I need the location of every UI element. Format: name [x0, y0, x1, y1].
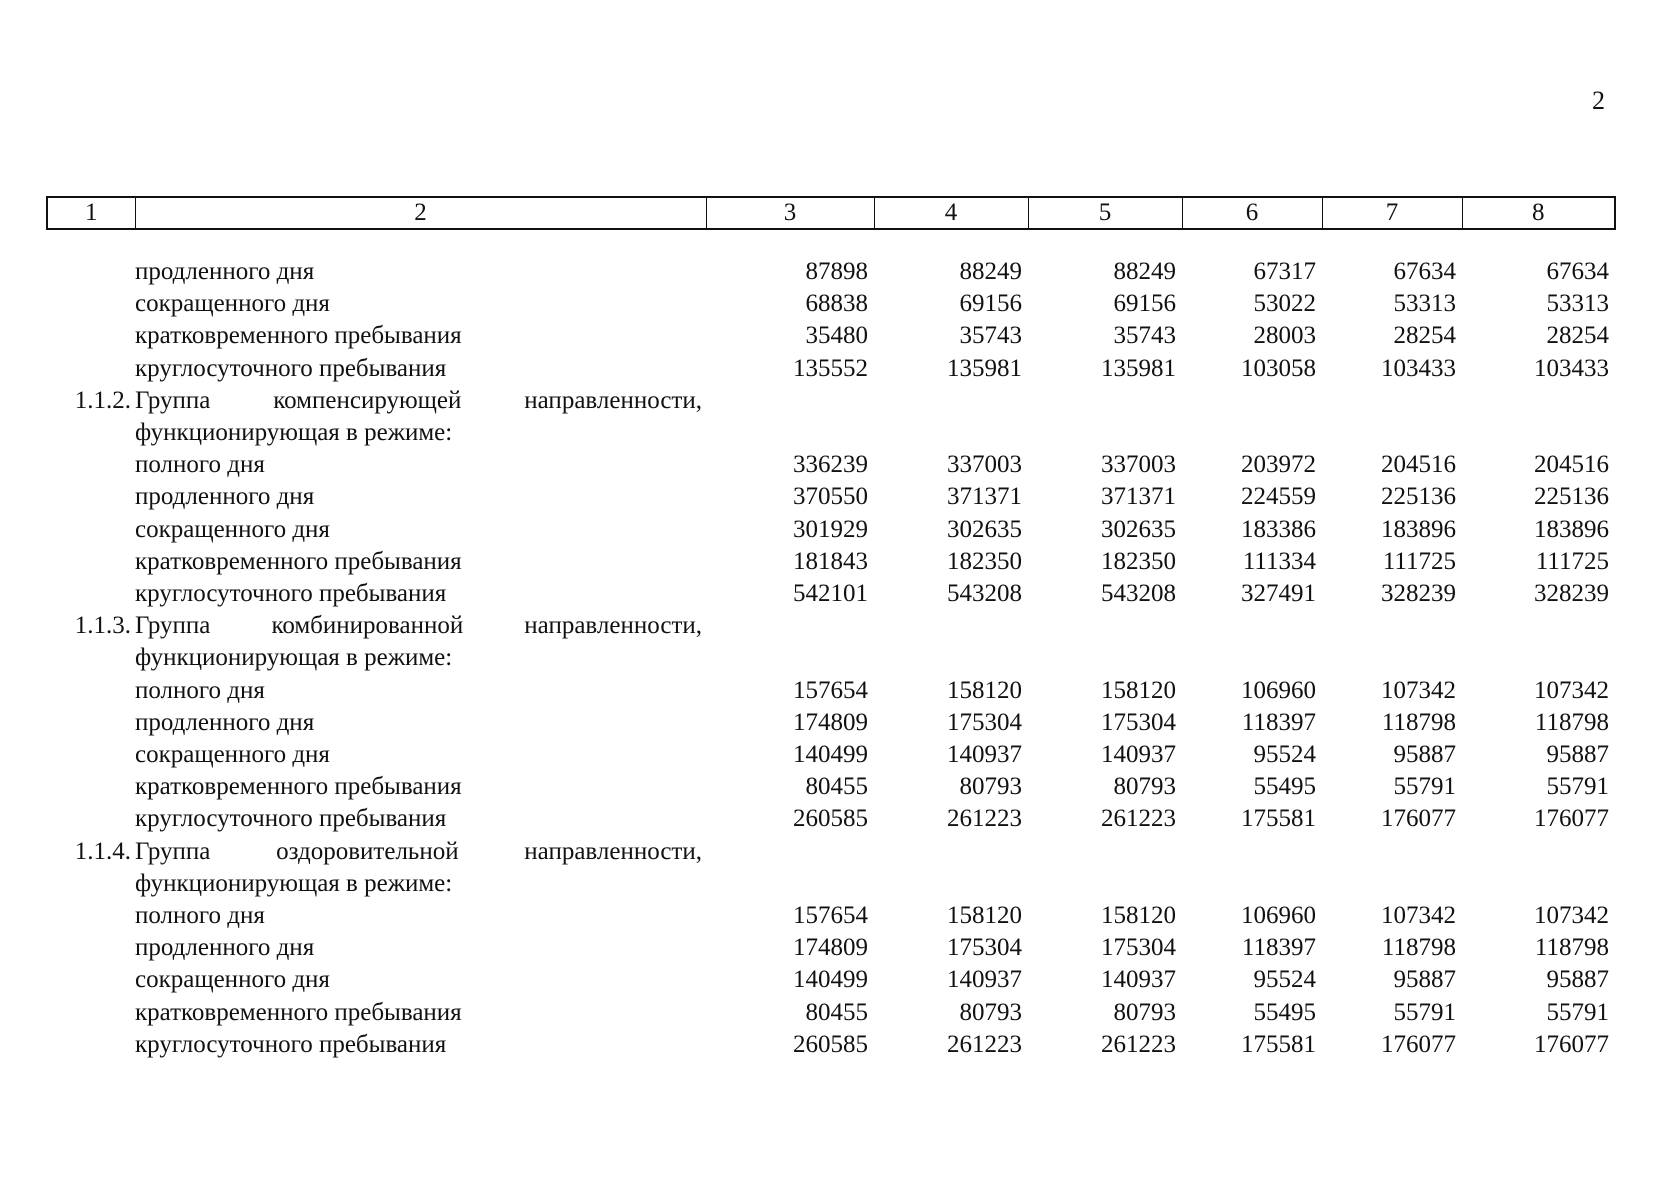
- cell-col-3: 174809: [793, 934, 868, 962]
- header-col-4: 4: [874, 197, 1028, 229]
- cell-col-5: 158120: [1101, 676, 1176, 704]
- cell-col-3: 80455: [805, 773, 868, 801]
- row-label: функционирующая в режиме:: [135, 869, 453, 897]
- row-code: [47, 417, 135, 449]
- cell-col-7: 183896: [1381, 515, 1456, 543]
- cell-col-7: 95887: [1393, 966, 1456, 994]
- row-label: кратковременного пребывания: [135, 998, 462, 1026]
- cell-col-4: 80793: [959, 998, 1022, 1026]
- table-row: [47, 256, 1615, 288]
- row-label: продленного дня: [135, 258, 315, 285]
- row-label: сокращенного дня: [135, 741, 330, 769]
- cell-col-7: [1322, 417, 1462, 449]
- row-code: [47, 642, 135, 674]
- table-row: [47, 868, 1615, 900]
- row-label: продленного дня: [135, 934, 315, 962]
- cell-col-8: 176077: [1534, 1030, 1609, 1058]
- cell-col-3: 174809: [793, 708, 868, 736]
- table-row: [47, 610, 1615, 642]
- cell-col-5: 337003: [1101, 451, 1176, 479]
- cell-col-4: 261223: [947, 1030, 1022, 1058]
- cell-col-3: 80455: [805, 998, 868, 1026]
- section-heading: Группа оздоровительной направленности,: [135, 837, 702, 865]
- tariff-table: [46, 196, 1616, 1061]
- cell-col-7: [1322, 836, 1462, 868]
- cell-col-8: 55791: [1546, 773, 1609, 801]
- spacer-row: [47, 229, 1615, 256]
- cell-col-5: 158120: [1101, 902, 1176, 930]
- cell-col-6: [1182, 836, 1322, 868]
- cell-col-8: 103433: [1534, 354, 1609, 382]
- cell-col-5: 543208: [1101, 580, 1176, 608]
- table-row: [47, 642, 1615, 674]
- cell-col-5: 80793: [1113, 773, 1176, 801]
- cell-col-7: 67634: [1393, 258, 1456, 285]
- cell-col-6: 55495: [1253, 773, 1316, 801]
- cell-col-6: 106960: [1241, 676, 1316, 704]
- cell-col-6: [1182, 868, 1322, 900]
- cell-col-6: 95524: [1253, 966, 1316, 994]
- cell-col-3: 157654: [793, 902, 868, 930]
- cell-col-7: [1322, 642, 1462, 674]
- cell-col-5: 175304: [1101, 934, 1176, 962]
- row-code: [47, 739, 135, 771]
- cell-col-5: 135981: [1101, 354, 1176, 382]
- cell-col-7: 55791: [1393, 998, 1456, 1026]
- row-label: круглосуточного пребывания: [135, 580, 447, 608]
- row-code: [47, 481, 135, 513]
- cell-col-3: 87898: [805, 258, 868, 285]
- cell-col-3: [706, 417, 874, 449]
- cell-col-7: [1322, 610, 1462, 642]
- header-col-1: 1: [47, 197, 135, 229]
- cell-col-6: 53022: [1253, 290, 1316, 318]
- cell-col-8: [1462, 836, 1615, 868]
- cell-col-4: 135981: [947, 354, 1022, 382]
- cell-col-4: 543208: [947, 580, 1022, 608]
- cell-col-8: 176077: [1534, 805, 1609, 833]
- header-col-6: 6: [1182, 197, 1322, 229]
- cell-col-6: [1182, 417, 1322, 449]
- header-col-8: 8: [1462, 197, 1615, 229]
- cell-col-4: 69156: [959, 290, 1022, 318]
- cell-col-6: 118397: [1241, 708, 1316, 736]
- cell-col-7: [1322, 868, 1462, 900]
- cell-col-3: [706, 836, 874, 868]
- cell-col-7: 28254: [1393, 322, 1456, 350]
- cell-col-3: 135552: [793, 354, 868, 382]
- table-row: [47, 320, 1615, 352]
- header-col-3: 3: [706, 197, 874, 229]
- row-label: полного дня: [135, 676, 265, 704]
- table-row: [47, 288, 1615, 320]
- cell-col-7: 55791: [1393, 773, 1456, 801]
- cell-col-6: 67317: [1253, 258, 1316, 285]
- table-row: [47, 449, 1615, 481]
- cell-col-8: [1462, 610, 1615, 642]
- cell-col-3: [706, 642, 874, 674]
- cell-col-8: 53313: [1546, 290, 1609, 318]
- cell-col-4: [874, 610, 1028, 642]
- cell-col-6: 95524: [1253, 741, 1316, 769]
- header-col-7: 7: [1322, 197, 1462, 229]
- cell-col-3: 140499: [793, 741, 868, 769]
- row-code: [47, 707, 135, 739]
- row-label: сокращенного дня: [135, 290, 330, 318]
- table-row: [47, 546, 1615, 578]
- cell-col-7: 118798: [1381, 934, 1456, 962]
- cell-col-6: [1182, 385, 1322, 417]
- table-row: [47, 964, 1615, 996]
- cell-col-4: 80793: [959, 773, 1022, 801]
- table-row: [47, 353, 1615, 385]
- cell-col-8: 328239: [1534, 580, 1609, 608]
- cell-col-5: 302635: [1101, 515, 1176, 543]
- cell-col-3: [706, 868, 874, 900]
- cell-col-4: 140937: [947, 966, 1022, 994]
- row-label: продленного дня: [135, 483, 315, 511]
- cell-col-5: [1028, 417, 1182, 449]
- cell-col-8: [1462, 417, 1615, 449]
- row-label: круглосуточного пребывания: [135, 1030, 447, 1058]
- cell-col-4: 35743: [959, 322, 1022, 350]
- header-col-2: 2: [135, 197, 706, 229]
- cell-col-6: [1182, 642, 1322, 674]
- row-code: [47, 449, 135, 481]
- cell-col-4: [874, 868, 1028, 900]
- cell-col-6: 183386: [1241, 515, 1316, 543]
- row-label: функционирующая в режиме:: [135, 644, 453, 672]
- cell-col-6: 327491: [1241, 580, 1316, 608]
- cell-col-3: 35480: [805, 322, 868, 350]
- table-row: [47, 803, 1615, 835]
- cell-col-8: 28254: [1546, 322, 1609, 350]
- row-code: [47, 771, 135, 803]
- table-body: [47, 229, 1615, 1061]
- table-row: [47, 932, 1615, 964]
- cell-col-3: 68838: [805, 290, 868, 318]
- section-heading: Группа комбинированной направленности,: [135, 612, 702, 640]
- header-row: [47, 197, 1615, 229]
- cell-col-5: 140937: [1101, 741, 1176, 769]
- table-row: [47, 481, 1615, 513]
- row-label: круглосуточного пребывания: [135, 805, 447, 833]
- cell-col-6: 175581: [1241, 805, 1316, 833]
- cell-col-8: [1462, 385, 1615, 417]
- row-code: [47, 353, 135, 385]
- cell-col-4: 158120: [947, 902, 1022, 930]
- cell-col-7: 95887: [1393, 741, 1456, 769]
- cell-col-5: 88249: [1113, 258, 1176, 285]
- cell-col-7: 225136: [1381, 483, 1456, 511]
- cell-col-8: 183896: [1534, 515, 1609, 543]
- cell-col-6: 175581: [1241, 1030, 1316, 1058]
- row-label: сокращенного дня: [135, 966, 330, 994]
- cell-col-7: 103433: [1381, 354, 1456, 382]
- row-code: [47, 900, 135, 932]
- cell-col-7: 176077: [1381, 1030, 1456, 1058]
- cell-col-4: 88249: [959, 258, 1022, 285]
- cell-col-5: 140937: [1101, 966, 1176, 994]
- table-row: [47, 1029, 1615, 1061]
- cell-col-6: 118397: [1241, 934, 1316, 962]
- table-row: [47, 385, 1615, 417]
- cell-col-5: 35743: [1113, 322, 1176, 350]
- row-code: 1.1.4.: [74, 837, 131, 865]
- cell-col-6: 103058: [1241, 354, 1316, 382]
- row-code: 1.1.3.: [74, 612, 131, 640]
- row-code: [47, 256, 135, 288]
- cell-col-6: 55495: [1253, 998, 1316, 1026]
- cell-col-4: 337003: [947, 451, 1022, 479]
- cell-col-4: 371371: [947, 483, 1022, 511]
- cell-col-3: 260585: [793, 805, 868, 833]
- table-row: [47, 771, 1615, 803]
- table-row: [47, 578, 1615, 610]
- row-code: [47, 868, 135, 900]
- row-label: полного дня: [135, 451, 265, 479]
- row-code: [47, 578, 135, 610]
- cell-col-8: 118798: [1534, 708, 1609, 736]
- table-row: [47, 675, 1615, 707]
- cell-col-4: 140937: [947, 741, 1022, 769]
- row-code: [47, 675, 135, 707]
- cell-col-8: 67634: [1546, 258, 1609, 285]
- row-code: [47, 1029, 135, 1061]
- cell-col-8: 225136: [1534, 483, 1609, 511]
- row-code: [47, 803, 135, 835]
- cell-col-7: 204516: [1381, 451, 1456, 479]
- cell-col-4: 158120: [947, 676, 1022, 704]
- row-code: [47, 320, 135, 352]
- cell-col-7: 107342: [1381, 902, 1456, 930]
- cell-col-7: 111725: [1382, 547, 1456, 575]
- cell-col-3: 157654: [793, 676, 868, 704]
- cell-col-7: 107342: [1381, 676, 1456, 704]
- header-col-5: 5: [1028, 197, 1182, 229]
- cell-col-8: 118798: [1534, 934, 1609, 962]
- row-label: продленного дня: [135, 708, 315, 736]
- cell-col-7: 53313: [1393, 290, 1456, 318]
- cell-col-8: 107342: [1534, 902, 1609, 930]
- cell-col-3: [706, 385, 874, 417]
- cell-col-7: 118798: [1381, 708, 1456, 736]
- cell-col-5: [1028, 836, 1182, 868]
- row-label: полного дня: [135, 902, 265, 930]
- table-row: [47, 417, 1615, 449]
- table-row: [47, 900, 1615, 932]
- row-code: 1.1.2.: [74, 386, 131, 414]
- cell-col-5: [1028, 610, 1182, 642]
- table-row: [47, 739, 1615, 771]
- cell-col-5: 80793: [1113, 998, 1176, 1026]
- cell-col-7: 176077: [1381, 805, 1456, 833]
- cell-col-6: 224559: [1241, 483, 1316, 511]
- table-row: [47, 997, 1615, 1029]
- row-code: [47, 546, 135, 578]
- cell-col-5: [1028, 385, 1182, 417]
- cell-col-3: 140499: [793, 966, 868, 994]
- cell-col-6: 203972: [1241, 451, 1316, 479]
- cell-col-3: 542101: [793, 580, 868, 608]
- cell-col-4: [874, 836, 1028, 868]
- section-heading: Группа компенсирующей направленности,: [135, 386, 702, 414]
- table-row: [47, 836, 1615, 868]
- cell-col-8: 204516: [1534, 451, 1609, 479]
- table-row: [47, 707, 1615, 739]
- row-label: кратковременного пребывания: [135, 773, 462, 801]
- page-number: 2: [1592, 86, 1605, 115]
- cell-col-5: 175304: [1101, 708, 1176, 736]
- cell-col-8: 111725: [1535, 547, 1609, 575]
- cell-col-4: [874, 417, 1028, 449]
- cell-col-3: 336239: [793, 451, 868, 479]
- cell-col-4: [874, 385, 1028, 417]
- cell-col-8: 107342: [1534, 676, 1609, 704]
- cell-col-7: [1322, 385, 1462, 417]
- row-code: [47, 514, 135, 546]
- row-code: [47, 964, 135, 996]
- cell-col-3: [706, 610, 874, 642]
- table-row: [47, 514, 1615, 546]
- cell-col-6: 111334: [1242, 547, 1316, 575]
- cell-col-5: 371371: [1101, 483, 1176, 511]
- cell-col-8: 95887: [1546, 966, 1609, 994]
- cell-col-3: 301929: [793, 515, 868, 543]
- cell-col-8: 95887: [1546, 741, 1609, 769]
- cell-col-4: 261223: [947, 805, 1022, 833]
- cell-col-8: [1462, 642, 1615, 674]
- cell-col-5: 182350: [1101, 547, 1176, 575]
- cell-col-7: 328239: [1381, 580, 1456, 608]
- row-label: функционирующая в режиме:: [135, 419, 453, 447]
- cell-col-4: 175304: [947, 708, 1022, 736]
- cell-col-4: 302635: [947, 515, 1022, 543]
- cell-col-4: [874, 642, 1028, 674]
- row-label: сокращенного дня: [135, 515, 330, 543]
- table-header: [47, 197, 1615, 229]
- cell-col-4: 175304: [947, 934, 1022, 962]
- cell-col-3: 370550: [793, 483, 868, 511]
- cell-col-5: [1028, 868, 1182, 900]
- cell-col-6: 28003: [1253, 322, 1316, 350]
- row-code: [47, 997, 135, 1029]
- cell-col-5: 69156: [1113, 290, 1176, 318]
- row-code: [47, 288, 135, 320]
- cell-col-6: 106960: [1241, 902, 1316, 930]
- row-label: кратковременного пребывания: [135, 547, 462, 575]
- cell-col-6: [1182, 610, 1322, 642]
- cell-col-3: 181843: [793, 547, 868, 575]
- row-label: кратковременного пребывания: [135, 322, 462, 350]
- cell-col-5: [1028, 642, 1182, 674]
- row-label: круглосуточного пребывания: [135, 354, 447, 382]
- cell-col-4: 182350: [947, 547, 1022, 575]
- cell-col-8: 55791: [1546, 998, 1609, 1026]
- cell-col-5: 261223: [1101, 1030, 1176, 1058]
- cell-col-5: 261223: [1101, 805, 1176, 833]
- row-code: [47, 932, 135, 964]
- cell-col-3: 260585: [793, 1030, 868, 1058]
- cell-col-8: [1462, 868, 1615, 900]
